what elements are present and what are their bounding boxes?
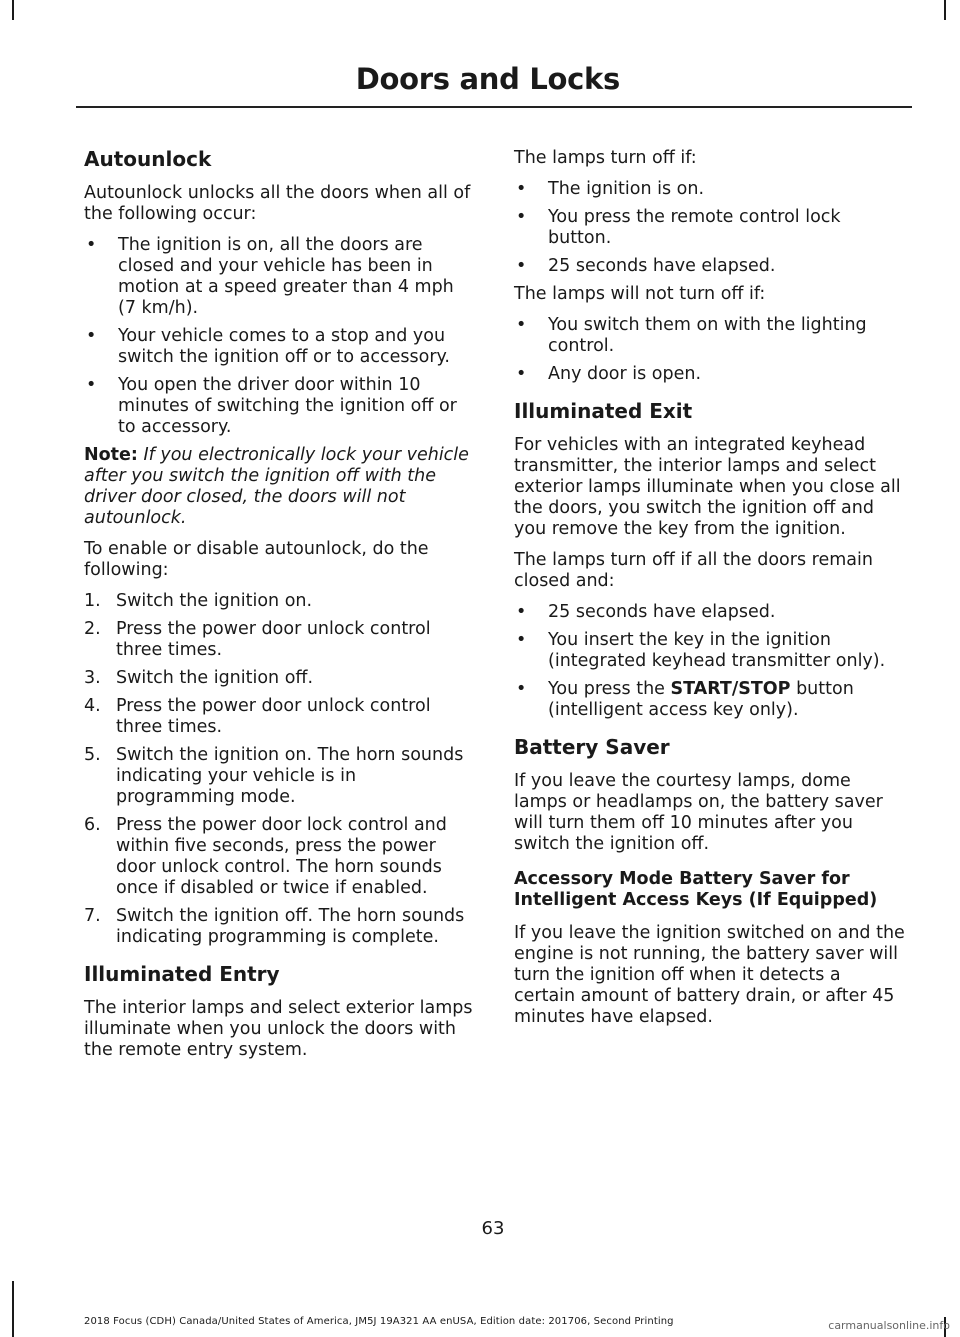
step-item <box>84 696 476 738</box>
step-text: Switch the ignition on. The horn sounds indicating your vehicle is in programming mode. <box>116 745 464 807</box>
crop-mark-top-left <box>12 0 14 20</box>
step-text: Switch the ignition on. <box>116 591 313 611</box>
left-column <box>84 143 476 1071</box>
list-item <box>514 679 906 721</box>
bullet-mark: • <box>516 364 527 384</box>
bullet-mark: • <box>86 375 97 395</box>
illuminated-exit-heading: Illuminated Exit <box>514 399 693 423</box>
step-item <box>84 815 476 899</box>
lamps-not-off-intro: The lamps will not turn off if: <box>514 284 766 304</box>
list-item-text: The ignition is on. <box>548 179 705 199</box>
crop-mark-top-right <box>944 0 946 20</box>
list-item <box>514 602 906 623</box>
illuminated-exit-text: For vehicles with an integrated keyhead transmitter, the interior lamps and select exterior lamps illuminate when you close all the doors, you switch the ignition off and you remove the key from the ignition. <box>514 435 901 539</box>
step-number: 3. <box>84 668 101 688</box>
step-number: 2. <box>84 619 101 639</box>
crop-mark-bottom-left <box>12 1281 14 1337</box>
bullet-mark: • <box>516 315 527 335</box>
step-number: 5. <box>84 745 101 765</box>
watermark: carmanualsonline.info <box>828 1319 950 1332</box>
list-item-text: Your vehicle comes to a stop and you switch the ignition off or to accessory. <box>118 326 450 367</box>
list-item-text: You open the driver door within 10 minutes of switching the ignition off or to accessory. <box>118 375 457 437</box>
step-text: Switch the ignition off. <box>116 668 314 688</box>
page-number: 63 <box>481 1218 505 1239</box>
step-item <box>84 745 476 808</box>
autounlock-intro: Autounlock unlocks all the doors when all of the following occur: <box>84 183 471 224</box>
list-item-text: 25 seconds have elapsed. <box>548 602 776 622</box>
bullet-mark: • <box>86 235 97 255</box>
list-item-text: You switch them on with the lighting control. <box>548 315 867 356</box>
step-number: 6. <box>84 815 101 835</box>
bullet-mark: • <box>516 179 527 199</box>
bullet-mark: • <box>516 679 527 699</box>
note <box>84 445 476 529</box>
step-item <box>84 668 476 689</box>
list-item <box>514 207 906 249</box>
step-item <box>84 906 476 948</box>
bullet-mark: • <box>86 326 97 346</box>
list-item-text <box>548 679 906 721</box>
step-item <box>84 591 476 612</box>
step-text: Press the power door unlock control three times. <box>116 696 431 737</box>
list-item <box>84 235 476 319</box>
step-text: Press the power door lock control and within five seconds, press the power door unlock control. The horn sounds once if disabled or twice if enabled. <box>116 815 447 898</box>
list-item-text: Any door is open. <box>548 364 702 384</box>
bullet-mark: • <box>516 256 527 276</box>
list-item <box>514 364 906 385</box>
right-column <box>514 148 906 1038</box>
bullet-mark: • <box>516 207 527 227</box>
bullet-mark: • <box>516 602 527 622</box>
step-item <box>84 619 476 661</box>
page-title: Doors and Locks <box>355 62 620 96</box>
step-text: Press the power door unlock control three times. <box>116 619 431 660</box>
list-item-text: You insert the key in the ignition (integrated keyhead transmitter only). <box>548 630 886 671</box>
header-divider <box>76 106 912 108</box>
list-item-text-post: button (intelligent access key only). <box>548 679 854 720</box>
list-item <box>514 256 906 277</box>
step-number: 1. <box>84 591 101 611</box>
enable-intro: To enable or disable autounlock, do the following: <box>84 539 429 580</box>
accessory-mode-heading: Accessory Mode Battery Saver for Intelligent Access Keys (If Equipped) <box>514 869 878 910</box>
exit-off-intro: The lamps turn off if all the doors remain closed and: <box>514 550 873 591</box>
step-number: 4. <box>84 696 101 716</box>
bullet-mark: • <box>516 630 527 650</box>
illuminated-entry-text: The interior lamps and select exterior lamps illuminate when you unlock the doors with the remote entry system. <box>84 998 473 1060</box>
battery-saver-text: If you leave the courtesy lamps, dome lamps or headlamps on, the battery saver will turn them off 10 minutes after you switch the ignition off. <box>514 771 883 854</box>
edition-footer: 2018 Focus (CDH) Canada/United States of America, JM5J 19A321 AA enUSA, Edition date: 201706, Second Printing <box>84 1316 674 1327</box>
autounlock-heading: Autounlock <box>84 147 212 171</box>
list-item <box>514 315 906 357</box>
step-number: 7. <box>84 906 101 926</box>
battery-saver-heading: Battery Saver <box>514 735 670 759</box>
list-item-text: 25 seconds have elapsed. <box>548 256 776 276</box>
accessory-mode-text: If you leave the ignition switched on and the engine is not running, the battery saver will turn the ignition off when it detects a certain amount of battery drain, or after 45 minutes have elapsed. <box>514 923 905 1027</box>
step-text: Switch the ignition off. The horn sounds indicating programming is complete. <box>116 906 465 947</box>
list-item-text: The ignition is on, all the doors are closed and your vehicle has been in motion at a speed greater than 4 mph (7 km/h). <box>118 235 454 318</box>
illuminated-entry-heading: Illuminated Entry <box>84 962 280 986</box>
list-item-text: You press the remote control lock button. <box>548 207 841 248</box>
list-item-text-pre: You press the <box>548 679 671 699</box>
list-item <box>514 630 906 672</box>
list-item <box>84 375 476 438</box>
lamps-off-intro: The lamps turn off if: <box>514 148 697 168</box>
start-stop-label: START/STOP <box>670 679 791 699</box>
list-item <box>514 179 906 200</box>
note-text: If you electronically lock your vehicle after you switch the ignition off with the driver door closed, the doors will not autounlock. <box>84 445 469 528</box>
list-item <box>84 326 476 368</box>
note-label: Note: <box>84 445 138 465</box>
